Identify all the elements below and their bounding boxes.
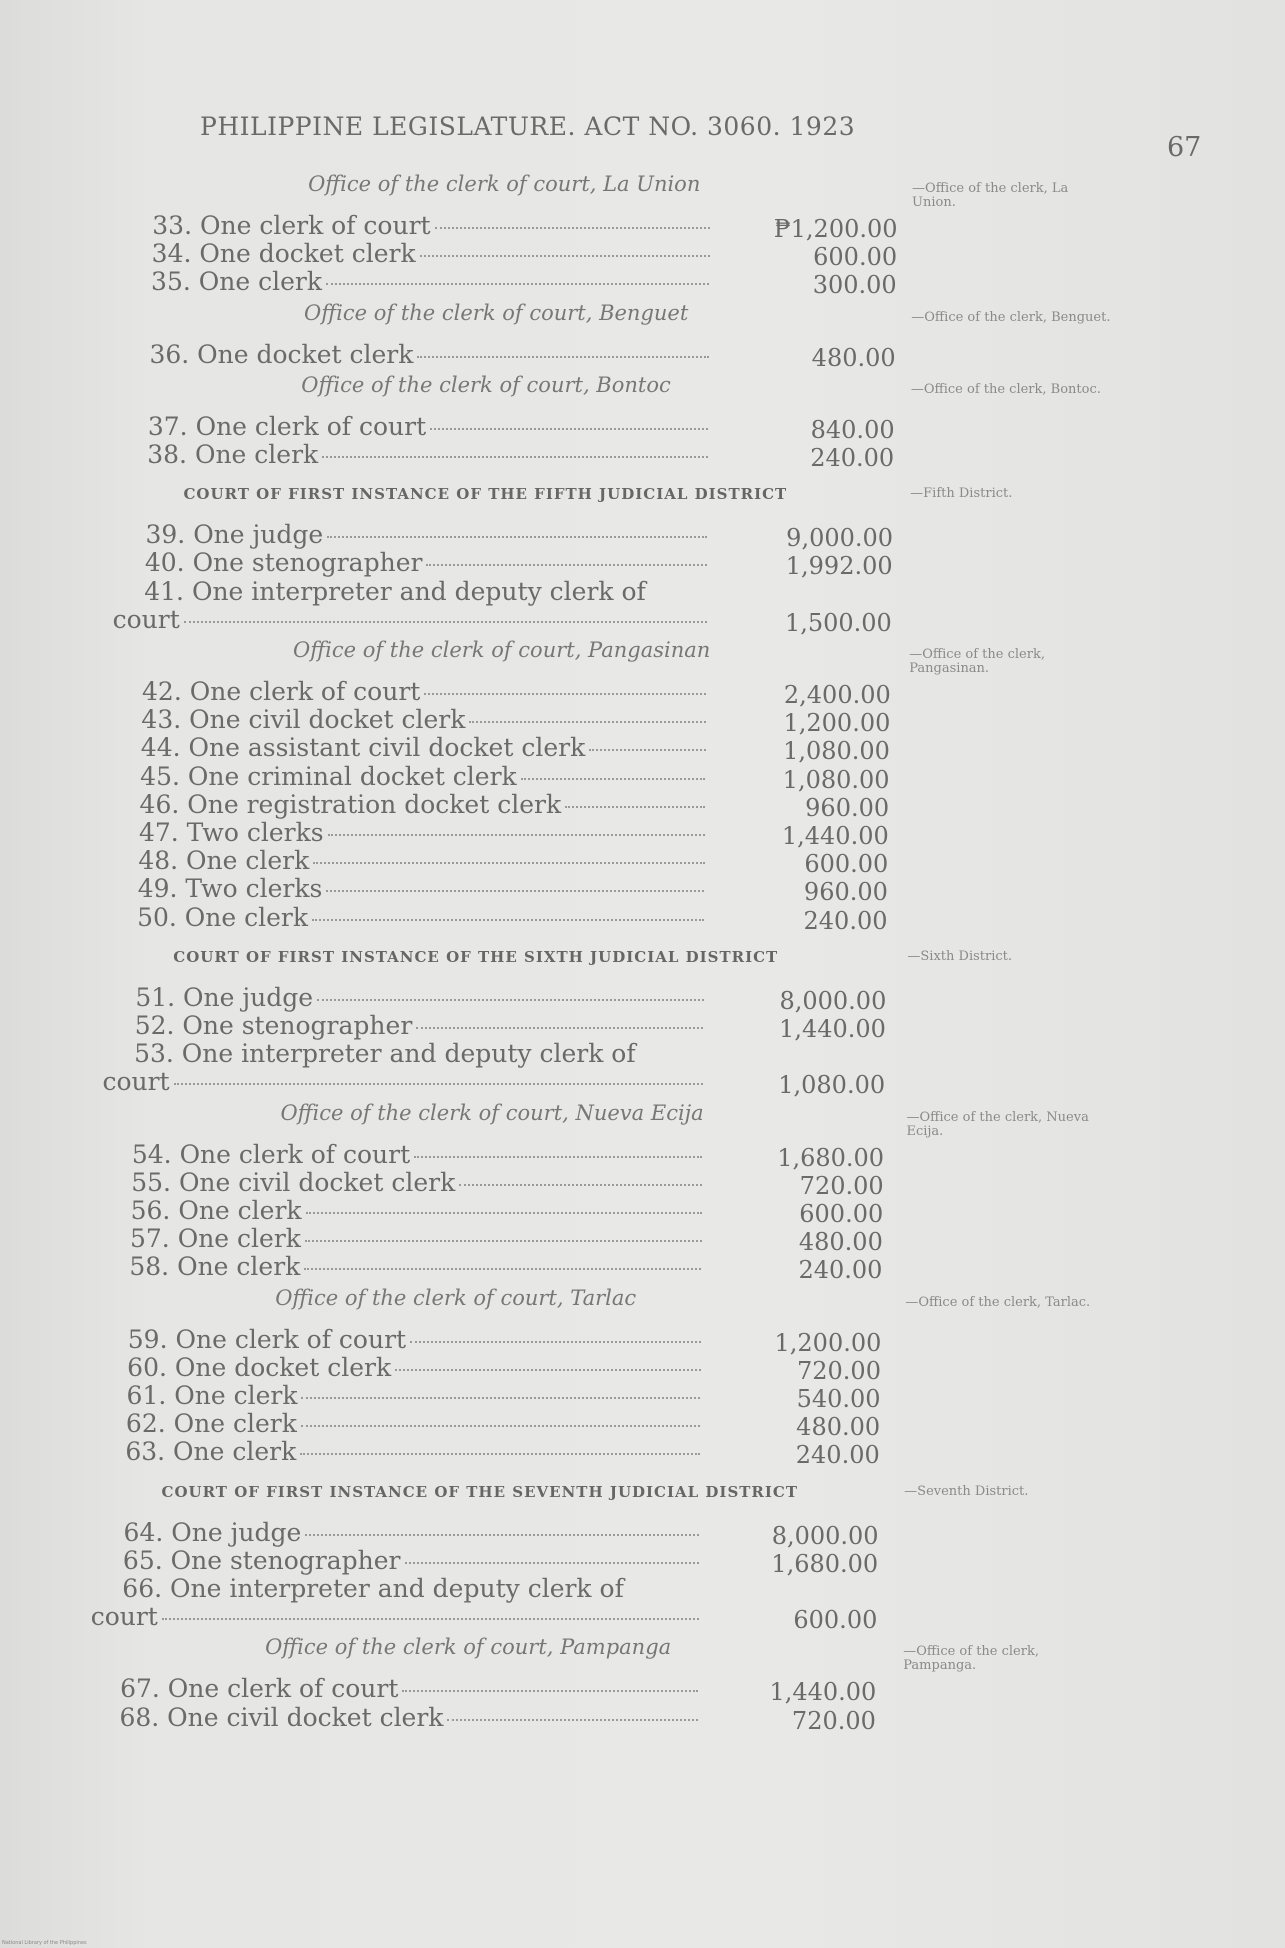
office-heading: Office of the clerk of court, La Union <box>308 172 701 196</box>
dot-leader <box>174 1083 703 1085</box>
item-amount: 2,400.00 <box>783 681 891 709</box>
item-amount: 600.00 <box>813 243 898 272</box>
dot-leader <box>430 428 708 430</box>
district-heading: COURT OF FIRST INSTANCE OF THE SIXTH JUDICIAL DISTRICT <box>173 947 779 966</box>
item-amount: 600.00 <box>799 1200 884 1228</box>
page-number: 67 <box>1167 132 1202 163</box>
item-amount: 240.00 <box>803 906 888 935</box>
item-description: 35. One clerk <box>151 267 322 297</box>
item-amount: 600.00 <box>793 1606 878 1635</box>
item-description-continuation: court <box>102 1067 170 1097</box>
dot-leader <box>459 1184 702 1186</box>
dot-leader <box>317 999 704 1001</box>
item-amount: 240.00 <box>810 444 895 472</box>
item-amount: 1,080.00 <box>778 1071 886 1100</box>
dot-leader <box>565 806 705 808</box>
item-description: 60. One docket clerk <box>127 1352 392 1382</box>
item-description: 61. One clerk <box>126 1381 298 1410</box>
item-description: 44. One assistant civil docket clerk <box>140 733 586 763</box>
running-header: PHILIPPINE LEGISLATURE. ACT NO. 3060. 1923 <box>200 112 856 141</box>
item-description: 55. One civil docket clerk <box>131 1167 456 1197</box>
dot-leader <box>414 1156 702 1158</box>
item-description: 45. One criminal docket clerk <box>140 761 517 791</box>
item-description: 51. One judge <box>135 982 314 1012</box>
office-heading: Office of the clerk of court, Nueva Ecija <box>280 1100 704 1125</box>
dot-leader <box>424 693 706 695</box>
dot-leader <box>300 1453 700 1455</box>
office-heading: Office of the clerk of court, Pampanga <box>265 1635 672 1660</box>
item-description: 53. One interpreter and deputy clerk of <box>134 1039 636 1069</box>
dot-leader <box>305 1534 699 1536</box>
dot-leader <box>304 1268 701 1270</box>
item-amount: 1,680.00 <box>771 1549 879 1578</box>
margin-note: —Fifth District. <box>910 486 1013 502</box>
item-amount: 480.00 <box>811 343 896 372</box>
margin-note: —Office of the clerk, Nueva Ecija. <box>906 1109 1089 1139</box>
item-amount: 1,080.00 <box>782 765 890 794</box>
dot-leader <box>301 1425 700 1427</box>
item-amount: 240.00 <box>795 1441 880 1470</box>
item-amount: ₱1,200.00 <box>773 215 898 243</box>
dot-leader <box>447 1719 697 1721</box>
item-amount: 1,080.00 <box>783 737 890 766</box>
item-description: 66. One interpreter and deputy clerk of <box>122 1574 624 1603</box>
office-heading: Office of the clerk of court, Tarlac <box>275 1285 637 1310</box>
item-description: 39. One judge <box>145 520 324 550</box>
dot-leader <box>313 862 704 864</box>
item-amount: 1,992.00 <box>785 552 893 581</box>
item-description: 54. One clerk of court <box>131 1139 411 1169</box>
item-description: 52. One stenographer <box>134 1011 413 1040</box>
item-amount: 1,440.00 <box>779 1015 886 1043</box>
dot-leader <box>405 1562 700 1564</box>
item-amount: 480.00 <box>796 1413 881 1442</box>
item-amount: 1,440.00 <box>769 1678 877 1707</box>
item-amount: 1,200.00 <box>783 709 891 738</box>
scan-source-note: National Library of the Philippines <box>2 1940 87 1946</box>
dot-leader <box>395 1369 700 1371</box>
item-description: 57. One clerk <box>130 1224 301 1254</box>
item-description: 36. One docket clerk <box>149 339 414 369</box>
item-amount: 720.00 <box>799 1171 884 1200</box>
item-description: 37. One clerk of court <box>147 411 427 441</box>
item-description: 41. One interpreter and deputy clerk of <box>144 576 646 606</box>
item-amount: 960.00 <box>805 793 890 822</box>
dot-leader <box>162 1618 699 1620</box>
item-description: 59. One clerk of court <box>127 1324 407 1354</box>
dot-leader <box>306 1212 702 1214</box>
item-amount: 9,000.00 <box>786 524 894 553</box>
dot-leader <box>402 1690 698 1692</box>
item-amount: 720.00 <box>791 1706 876 1735</box>
dot-leader <box>326 283 709 285</box>
item-description: 40. One stenographer <box>144 548 423 578</box>
dot-leader <box>184 621 707 623</box>
item-description-continuation: court <box>90 1602 158 1632</box>
item-amount: 1,200.00 <box>774 1328 882 1357</box>
margin-note: —Office of the clerk, Pampanga. <box>903 1644 1039 1674</box>
dot-leader <box>410 1341 701 1343</box>
item-amount: 8,000.00 <box>771 1521 879 1550</box>
item-description: 43. One civil docket clerk <box>141 705 466 735</box>
item-description: 33. One clerk of court <box>152 211 431 240</box>
margin-note: —Office of the clerk, Benguet. <box>911 309 1111 325</box>
item-description: 62. One clerk <box>125 1409 297 1439</box>
dot-leader <box>326 890 704 892</box>
office-heading: Office of the clerk of court, Benguet <box>304 300 689 325</box>
dot-leader <box>312 919 704 921</box>
item-amount: 1,440.00 <box>781 822 889 850</box>
item-amount: 240.00 <box>798 1256 883 1285</box>
item-amount: 1,680.00 <box>777 1143 885 1172</box>
item-amount: 840.00 <box>810 415 895 444</box>
dot-leader <box>589 749 705 751</box>
item-amount: 720.00 <box>796 1356 881 1385</box>
dot-leader <box>435 227 710 229</box>
dot-leader <box>417 356 708 358</box>
item-description: 38. One clerk <box>147 440 319 469</box>
margin-note: —Office of the clerk, La Union. <box>912 181 1069 210</box>
item-amount: 480.00 <box>798 1228 883 1257</box>
item-amount: 960.00 <box>803 878 888 907</box>
item-description: 56. One clerk <box>130 1196 302 1225</box>
dot-leader <box>301 1397 700 1399</box>
margin-note: —Office of the clerk, Pangasinan. <box>909 647 1045 676</box>
item-amount: 600.00 <box>804 850 889 879</box>
dot-leader <box>416 1027 703 1029</box>
margin-note: —Seventh District. <box>904 1483 1029 1499</box>
dot-leader <box>420 255 710 257</box>
item-description: 68. One civil docket clerk <box>119 1702 444 1732</box>
margin-note: —Office of the clerk, Tarlac. <box>905 1294 1091 1310</box>
item-description: 67. One clerk of court <box>120 1674 399 1704</box>
item-amount: 540.00 <box>796 1385 881 1413</box>
item-description: 63. One clerk <box>125 1437 297 1467</box>
item-description: 34. One docket clerk <box>151 239 416 269</box>
item-description: 65. One stenographer <box>122 1545 401 1575</box>
item-description: 48. One clerk <box>138 846 310 876</box>
dot-leader <box>322 456 708 458</box>
office-heading: Office of the clerk of court, Pangasinan <box>293 638 711 662</box>
item-description: 42. One clerk of court <box>142 677 421 706</box>
item-amount: 300.00 <box>812 271 897 300</box>
item-description: 64. One judge <box>123 1517 302 1547</box>
district-heading: COURT OF FIRST INSTANCE OF THE SEVENTH JUDICIAL DISTRICT <box>161 1482 799 1501</box>
dot-leader <box>469 721 705 723</box>
dot-leader <box>426 564 707 566</box>
dot-leader <box>521 778 706 780</box>
office-heading: Office of the clerk of court, Bontoc <box>301 372 671 397</box>
margin-note: —Sixth District. <box>907 948 1012 964</box>
item-description: 50. One clerk <box>137 902 309 932</box>
item-description: 47. Two clerks <box>138 818 324 847</box>
item-amount: 1,500.00 <box>784 608 892 637</box>
item-description: 49. Two clerks <box>137 874 323 904</box>
dot-leader <box>328 834 705 836</box>
dot-leader <box>305 1240 702 1242</box>
district-heading: COURT OF FIRST INSTANCE OF THE FIFTH JUDICIAL DISTRICT <box>183 485 788 504</box>
item-description: 46. One registration docket clerk <box>139 789 562 819</box>
margin-note: —Office of the clerk, Bontoc. <box>910 381 1101 397</box>
item-description-continuation: court <box>112 604 180 634</box>
dot-leader <box>327 536 707 538</box>
item-amount: 8,000.00 <box>779 986 887 1015</box>
item-description: 58. One clerk <box>129 1252 301 1282</box>
